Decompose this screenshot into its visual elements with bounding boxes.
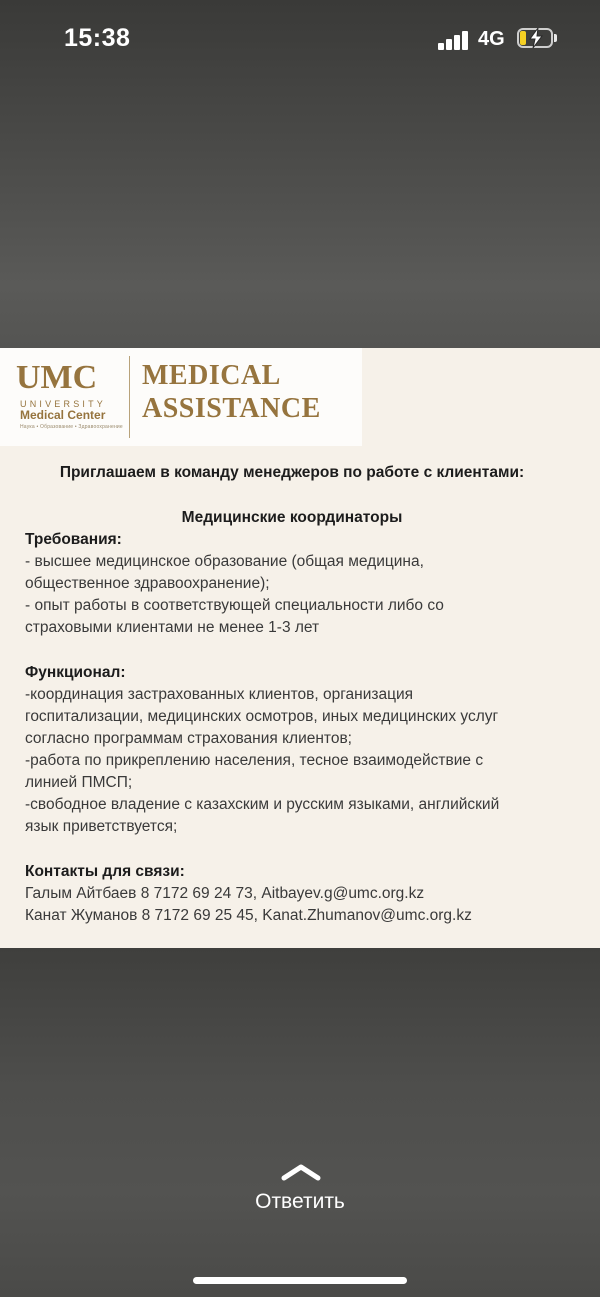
chevron-up-icon[interactable] <box>280 1162 322 1182</box>
functions-section <box>25 662 565 838</box>
posting-subtitle: Медицинские координаторы <box>181 509 403 526</box>
logo-divider <box>129 356 130 438</box>
umc-logo <box>0 348 362 446</box>
functions-line: -координация застрахованных клиентов, организация <box>25 686 414 703</box>
contacts-heading: Контакты для связи: <box>25 863 185 880</box>
logo-title-assistance: ASSISTANCE <box>142 393 321 424</box>
posting-headline: Приглашаем в команду менеджеров по работе с клиентами: <box>59 464 525 481</box>
requirements-heading: Требования: <box>25 531 122 548</box>
functions-line: линией ПМСП; <box>25 774 133 791</box>
contacts-section <box>25 861 565 927</box>
status-bar <box>0 0 600 80</box>
network-type: 4G <box>478 28 505 50</box>
battery-icon <box>517 28 561 52</box>
functions-heading: Функционал: <box>25 664 126 681</box>
functions-line: согласно программам страхования клиентов; <box>25 730 352 747</box>
reply-button[interactable]: Ответить <box>255 1190 345 1213</box>
requirements-line: общественное здравоохранение); <box>25 575 270 592</box>
contact-line: Канат Жуманов 8 7172 69 25 45, Kanat.Zhumanov@umc.org.kz <box>25 907 472 924</box>
requirements-section <box>25 529 565 639</box>
background-lower <box>0 948 600 1297</box>
charging-bolt-icon <box>525 27 547 49</box>
functions-line: -свободное владение с казахским и русским языками, английский <box>25 796 500 813</box>
requirements-line: - опыт работы в соответствующей специальности либо со <box>25 597 444 614</box>
contact-line: Галым Айтбаев 8 7172 69 24 73, Aitbayev.g@umc.org.kz <box>25 885 425 902</box>
functions-line: госпитализации, медицинских осмотров, иных медицинских услуг <box>25 708 499 725</box>
home-indicator[interactable] <box>193 1277 407 1284</box>
logo-title-medical: MEDICAL <box>142 360 281 391</box>
logo-tagline: Наука • Образование • Здравоохранение <box>20 424 123 430</box>
logo-initials: UMC <box>16 359 98 396</box>
requirements-line: страховыми клиентами не менее 1-3 лет <box>25 619 320 636</box>
signal-icon <box>438 30 470 50</box>
logo-university: UNIVERSITY <box>20 399 107 409</box>
functions-line: язык приветствуется; <box>25 818 178 835</box>
requirements-line: - высшее медицинское образование (общая медицина, <box>25 553 424 570</box>
functions-line: -работа по прикреплению населения, тесное взаимодействие с <box>25 752 484 769</box>
status-time: 15:38 <box>64 24 131 52</box>
logo-medical-center: Medical Center <box>20 408 106 422</box>
job-posting-image <box>0 348 600 948</box>
